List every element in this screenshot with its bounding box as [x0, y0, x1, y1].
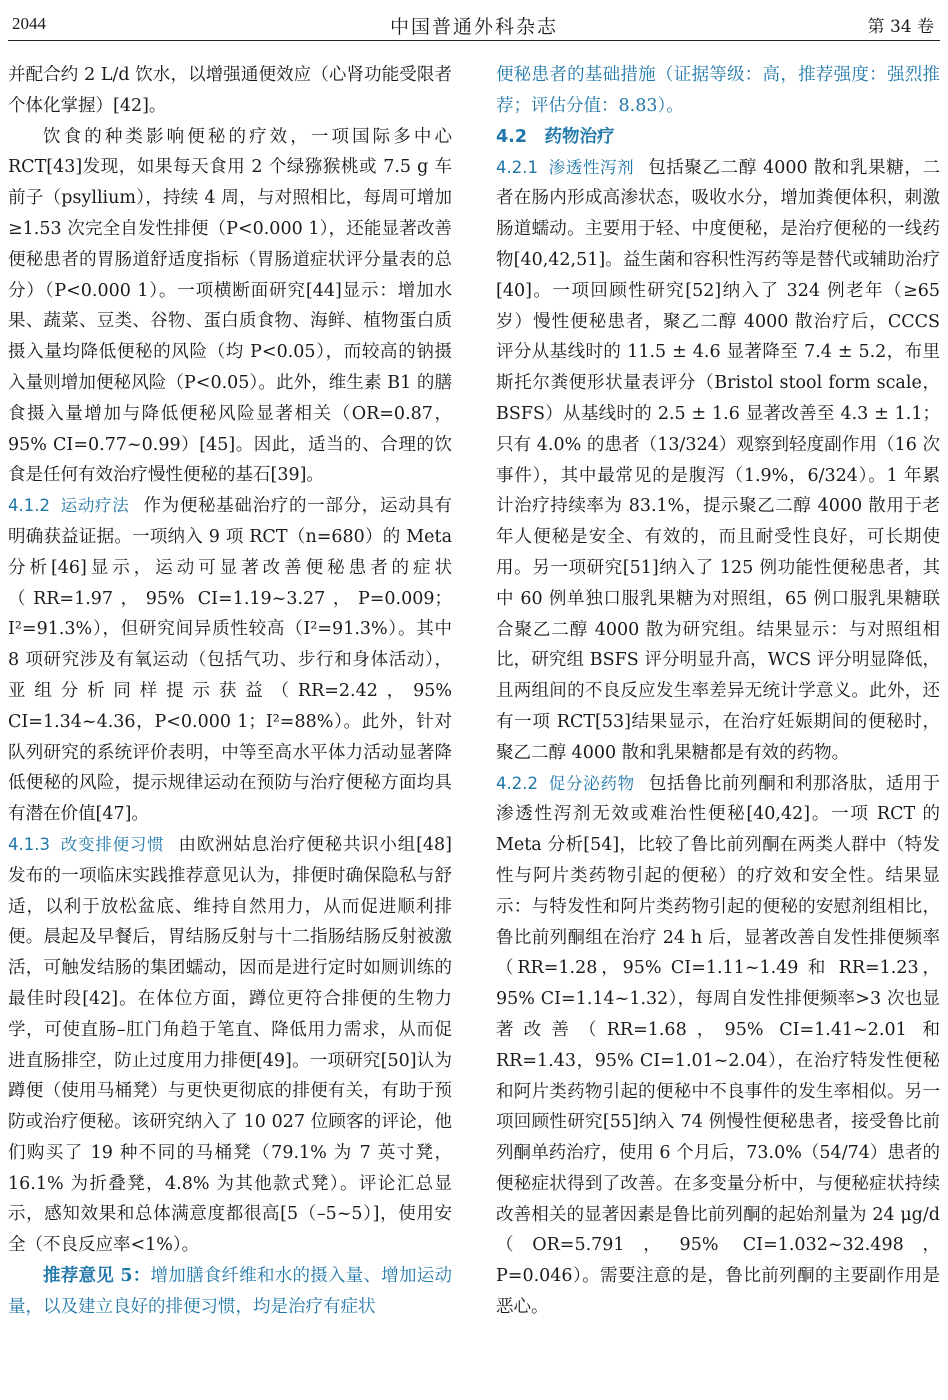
volume-label: 第 34 卷 [867, 17, 934, 37]
recommendation-continued: 便秘患者的基础措施（证据等级：高，推荐强度：强烈推荐；评估分值：8.83）。 [496, 65, 940, 116]
section-heading [496, 774, 649, 793]
section-title: 促分泌药物 [547, 773, 635, 793]
section-heading [8, 835, 178, 854]
page-number: 2044 [12, 14, 46, 33]
section-heading-4-2: 4.2 药物治疗 [496, 126, 615, 147]
section-title: 改变排便习惯 [59, 834, 165, 854]
section-title: 运动疗法 [59, 496, 130, 516]
paragraph: 并配合约 2 L/d 饮水，以增强通便效应（心肾功能受限者个体化掌握）[42]。 [8, 65, 452, 116]
journal-title: 中国普通外科杂志 [389, 16, 558, 38]
left-column [8, 60, 452, 1323]
section-text: 包括聚乙二醇 4000 散和乳果糖，二者在肠内形成高渗状态，吸收水分，增加粪便体积，刺激肠道蠕动。主要用于轻、中度便秘，是治疗便秘的一线药物[40,42,51]。益生菌和容积性泻药等是替代或辅助治疗[40]。一项回顾性研究[52]纳入了 324 例老年（≥65 岁）慢性便秘患者，聚乙二醇 4000 散治疗后，CCCS 评分从基线时的 11.5 ± 4.6 显著降至 7.4 ± 5.2，布里斯托尔粪便形状量表评分（Bristol stool form scale，BSFS）从基线时的 2.5 ± 1.6 显著改善至 4.3 ± 1.1；只有 4.0% 的患者（13/324）观察到轻度副作用（16 次事件），其中最常见的是腹泻（1.9%，6/324）。1 年累计治疗持续率为 83.1%，提示聚乙二醇 4000 散用于老年人便秘是安全、有效的，而且耐受性良好，可长期使用。另一项研究[51]纳入了 125 例功能性便秘患者，其中 60 例单独口服乳果糖为对照组，65 例口服乳果糖联合聚乙二醇 4000 散为研究组。结果显示：与对照组相比，研究组 BSFS 评分明显升高，WCS 评分明显降低，且两组间的不良反应发生率差异无统计学意义。此外，还有一项 RCT[53]结果显示，在治疗妊娠期间的便秘时，聚乙二醇 4000 散和乳果糖都是有效的药物。 [496, 157, 940, 763]
section-4-1-2 [8, 491, 452, 830]
section-4-2-1 [496, 153, 940, 769]
section-heading [8, 496, 143, 515]
section-heading [496, 158, 648, 177]
page-header [8, 4, 940, 41]
recommendation-text: 增加膳食纤维和水的摄入量、增加运动量，以及建立良好的排便习惯，均是治疗有症状 [8, 1266, 452, 1317]
section-number: 4.2.2 [496, 773, 538, 793]
section-text: 包括鲁比前列酮和利那洛肽，适用于渗透性泻剂无效或难治性便秘[40,42]。一项 RCT 的 Meta 分析[54]，比较了鲁比前列酮在两类人群中（特发性与阿片类药物引起的便秘）的疗效和安全性。结果显示：与特发性和阿片类药物引起的便秘的安慰剂组相比，鲁比前列酮组在治疗 24 h 后，显著改善自发性排便频率（RR=1.28，95% CI=1.11~1.49 和 RR=1.23，95% CI=1.14~1.32），每周自发性排便频率>3 次也显著改善（RR=1.68，95% CI=1.41~2.01 和 RR=1.43，95% CI=1.01~2.04），在治疗特发性便秘和阿片类药物引起的便秘中不良事件的发生率相似。另一项回顾性研究[55]纳入 74 例慢性便秘患者，接受鲁比前列酮单药治疗，使用 6 个月后，73.0%（54/74）患者的便秘症状得到了改善。在多变量分析中，与便秘症状持续改善相关的显著因素是鲁比前列酮的起始剂量为 24 μg/d（OR=5.791，95% CI=1.032~32.498，P=0.046）。需要注意的是，鲁比前列酮的主要副作用是恶心。 [496, 773, 941, 1318]
section-4-1-3 [8, 830, 452, 1261]
recommendation-label: 推荐意见 5： [43, 1266, 151, 1287]
section-4-2-2 [496, 769, 940, 1323]
recommendation-5 [8, 1261, 452, 1323]
section-title: 渗透性泻剂 [547, 157, 635, 177]
paragraph: 饮食的种类影响便秘的疗效，一项国际多中心 RCT[43]发现，如果每天食用 2 个绿猕猴桃或 7.5 g 车前子（psyllium），持续 4 周，与对照相比，每周可增加≥1.53 次完全自发性排便（P<0.000 1），还能显著改善便秘患者的胃肠道舒适度指标（胃肠道症状评分量表的总分）（P<0.000 1）。一项横断面研究[44]显示：增加水果、蔬菜、豆类、谷物、蛋白质食物、海鲜、植物蛋白质摄入量均降低便秘的风险（均 P<0.05），而较高的钠摄入量则增加便秘风险（P<0.05）。此外，维生素 B1 的膳食摄入量增加与降低便秘风险显著相关（OR=0.87，95% CI=0.77~0.99）[45]。因此，适当的、合理的饮食是任何有效治疗慢性便秘的基石[39]。 [8, 126, 452, 486]
section-text: 由欧洲姑息治疗便秘共识小组[48]发布的一项临床实践推荐意见认为，排便时确保隐私与舒适，以利于放松盆底、维持自然用力，从而促进顺利排便。晨起及早餐后，胃结肠反射与十二指肠结肠反射被激活，可触发结肠的集团蠕动，因而是进行定时如厕训练的最佳时段[42]。在体位方面，蹲位更符合排便的生物力学，可使直肠–肛门角趋于笔直、降低用力需求，从而促进直肠排空，防止过度用力排便[49]。一项研究[50]认为蹲便（使用马桶凳）与更快更彻底的排便有关，有助于预防或治疗便秘。该研究纳入了 10 027 位顾客的评论，他们购买了 19 种不同的马桶凳（79.1% 为 7 英寸凳，16.1% 为折叠凳，4.8% 为其他款式凳）。评论汇总显示，感知效果和总体满意度都很高[5（–5~5）]，使用安全（不良反应率<1%）。 [8, 834, 453, 1256]
right-column [496, 60, 940, 1323]
section-number: 4.1.2 [8, 496, 50, 516]
section-text: 作为便秘基础治疗的一部分，运动具有明确获益证据。一项纳入 9 项 RCT（n=680）的 Meta 分析[46]显示，运动可显著改善便秘患者的症状（RR=1.97，95% CI=1.19~3.27，P=0.009；I²=91.3%），但研究间异质性较高（I²=91.3%）。其中 8 项研究涉及有氧运动（包括气功、步行和身体活动），亚组分析同样提示获益（RR=2.42，95% CI=1.34~4.36，P<0.000 1；I²=88%）。此外，针对队列研究的系统评价表明，中等至高水平体力活动显著降低便秘的风险，提示规律运动在预防与治疗便秘方面均具有潜在价值[47]。 [8, 496, 453, 825]
section-number: 4.1.3 [8, 834, 50, 854]
section-number: 4.2.1 [496, 157, 538, 177]
